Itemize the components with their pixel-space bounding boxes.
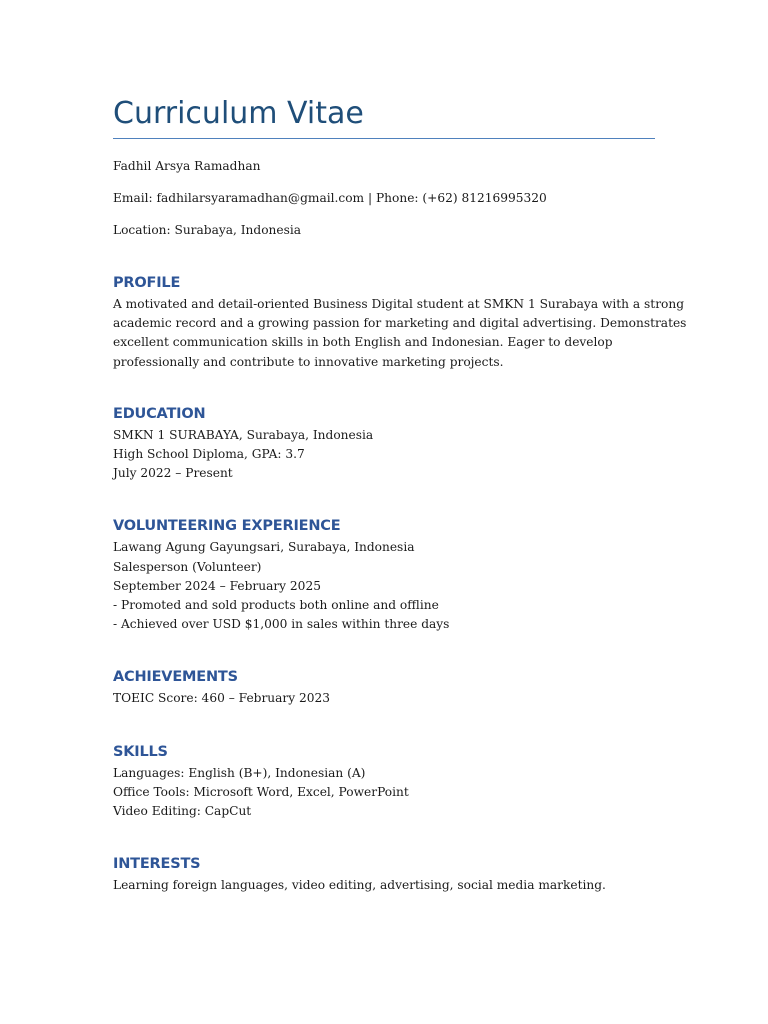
skills-section	[113, 742, 655, 822]
education-school: SMKN 1 SURABAYA, Surabaya, Indonesia	[113, 427, 374, 442]
volunteering-bullet: - Achieved over USD $1,000 in sales within three days	[113, 617, 450, 632]
volunteering-bullet: - Promoted and sold products both online and offline	[113, 598, 439, 613]
title-divider	[113, 138, 655, 139]
education-body	[113, 426, 655, 484]
section-heading-interests: INTERESTS	[113, 856, 201, 873]
section-heading-education: EDUCATION	[113, 405, 206, 422]
skill-video-editing: Video Editing: CapCut	[113, 804, 252, 819]
volunteering-section	[113, 516, 655, 634]
achievement-item: TOEIC Score: 460 – February 2023	[113, 691, 331, 706]
volunteering-body	[113, 538, 655, 634]
profile-body	[113, 295, 687, 372]
section-heading-achievements: ACHIEVEMENTS	[113, 669, 238, 686]
location-line: Location: Surabaya, Indonesia	[113, 223, 302, 237]
contact-line: Email: fadhilarsyaramadhan@gmail.com | Phone: (+62) 81216995320	[113, 191, 547, 205]
section-heading-skills: SKILLS	[113, 743, 168, 760]
achievements-section	[113, 667, 655, 708]
volunteering-role: Salesperson (Volunteer)	[113, 559, 262, 574]
profile-line: professionally and contribute to innovative marketing projects.	[113, 354, 504, 369]
interests-section	[113, 854, 655, 895]
volunteering-organization: Lawang Agung Gayungsari, Surabaya, Indonesia	[113, 540, 415, 555]
skills-body	[113, 764, 655, 822]
achievements-body	[113, 689, 655, 708]
skill-languages: Languages: English (B+), Indonesian (A)	[113, 765, 366, 780]
cv-page	[113, 92, 687, 895]
volunteering-dates: September 2024 – February 2025	[113, 578, 321, 593]
profile-line: academic record and a growing passion for marketing and digital advertising. Demonstrates	[113, 316, 687, 331]
section-heading-volunteering: VOLUNTEERING EXPERIENCE	[113, 518, 341, 535]
education-section	[113, 404, 655, 484]
profile-section	[113, 273, 687, 372]
profile-line: A motivated and detail-oriented Business Digital student at SMKN 1 Surabaya with a strong	[113, 297, 685, 311]
interests-text: Learning foreign languages, video editing, advertising, social media marketing.	[113, 878, 606, 893]
education-diploma: High School Diploma, GPA: 3.7	[113, 447, 305, 462]
full-name: Fadhil Arsya Ramadhan	[113, 159, 261, 173]
skill-office-tools: Office Tools: Microsoft Word, Excel, PowerPoint	[113, 784, 409, 799]
section-heading-profile: PROFILE	[113, 275, 181, 291]
profile-line: excellent communication skills in both English and Indonesian. Eager to develop	[113, 335, 613, 350]
interests-body	[113, 876, 655, 895]
education-dates: July 2022 – Present	[113, 466, 233, 481]
document-title: Curriculum Vitae	[113, 96, 364, 131]
